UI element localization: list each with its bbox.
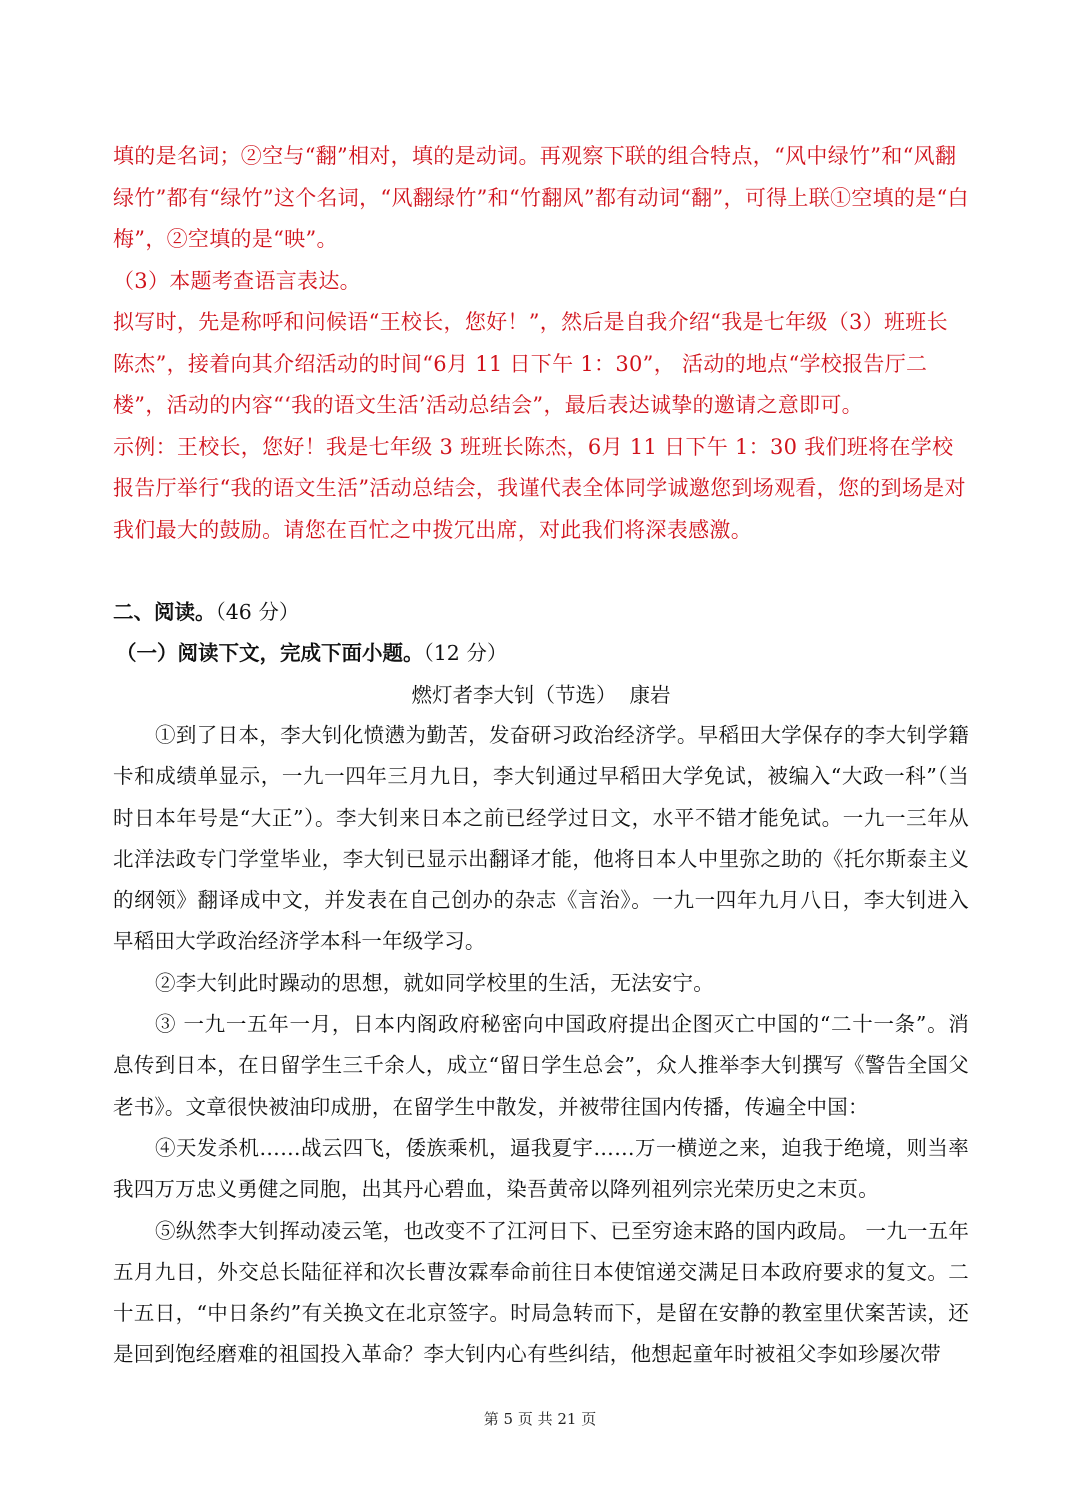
answer-paragraph: 拟写时，先是称呼和问候语“王校长，您好！”，然后是自我介绍“我是七年级（3）班班长陈杰”，接着向其介绍活动的时间“6月 11 日下午 1：30”， 活动的地点“学校报告厅二楼”，活动的内容“‘我的语文生活’活动总结会”，最后表达诚挚的邀请之意即可。 [113, 310, 948, 417]
section-score: （46 分） [215, 600, 300, 624]
article-paragraph: ④天发杀机……战云四飞，倭族乘机，逼我夏宇……万一横逆之来，迫我于绝境，则当率我四万万忠义勇健之同胞，出其丹心碧血，染吾黄帝以降列祖列宗光荣历史之末页。 [113, 1135, 969, 1202]
answer-paragraph: （3）本题考查语言表达。 [113, 268, 361, 293]
answer-paragraph: 示例：王校长，您好！我是七年级 3 班班长陈杰，6月 11 日下午 1：30 我们班将在学校报告厅举行“我的语文生活”活动总结会，我谨代表全体同学诚邀您到场观看，您的到场是对我们最大的鼓励。请您在百忙之中拨冗出席，对此我们将深表感激。 [113, 434, 966, 542]
article-body [113, 715, 969, 1376]
subsection-score: （12 分） [423, 641, 508, 665]
answer-explanation [113, 136, 969, 551]
subsection-title: （一）阅读下文，完成下面小题。 [116, 641, 424, 665]
article-title: 燃灯者李大钊（节选） 康岩 [411, 683, 671, 707]
subsection-heading [116, 638, 972, 668]
answer-paragraph: 填的是名词；②空与“翻”相对，填的是动词。再观察下联的组合特点，“风中绿竹”和“风翻绿竹”都有“绿竹”这个名词，“风翻绿竹”和“竹翻风”都有动词“翻”，可得上联①空填的是“白梅”，②空填的是“映”。 [113, 144, 969, 251]
article-paragraph: ⑤纵然李大钊挥动凌云笔，也改变不了江河日下、已至穷途末路的国内政局。 一九一五年五月九日，外交总长陆征祥和次长曹汝霖奉命前往日本使馆递交满足日本政府要求的复文。二十五日，“中日条约”有关换文在北京签字。时局急转而下，是留在安静的教室里伏案苦读，还是回到饱经磨难的祖国投入革命？李大钊内心有些纠结，他想起童年时被祖父李如珍屡次带 [113, 1218, 970, 1367]
section-heading [113, 597, 969, 627]
section-title: 二、阅读。 [113, 600, 216, 624]
article-paragraph: ③ 一九一五年一月，日本内阁政府秘密向中国政府提出企图灭亡中国的“二十一条”。消息传到日本，在日留学生三千余人，成立“留日学生总会”，众人推举李大钊撰写《警告全国父老书》。文章很快被油印成册，在留学生中散发，并被带往国内传播，传遍全中国： [113, 1012, 969, 1119]
article-paragraph: ②李大钊此时躁动的思想，就如同学校里的生活，无法安宁。 [155, 970, 714, 995]
article-paragraph: ①到了日本，李大钊化愤懑为勤苦，发奋研习政治经济学。早稻田大学保存的李大钊学籍卡和成绩单显示，一九一四年三月九日，李大钊通过早稻田大学免试，被编入“大政一科”（当时日本年号是“大正”）。李大钊来日本之前已经学过日文，水平不错才能免试。一九一三年从北洋法政专门学堂毕业，李大钊已显示出翻译才能，他将日本人中里弥之助的《托尔斯泰主义的纲领》翻译成中文，并发表在自己创办的杂志《言治》。一九一四年九月八日，李大钊进入早稻田大学政治经济学本科一年级学习。 [113, 723, 969, 954]
page-number: 第 5 页 共 21 页 [483, 1410, 597, 1428]
